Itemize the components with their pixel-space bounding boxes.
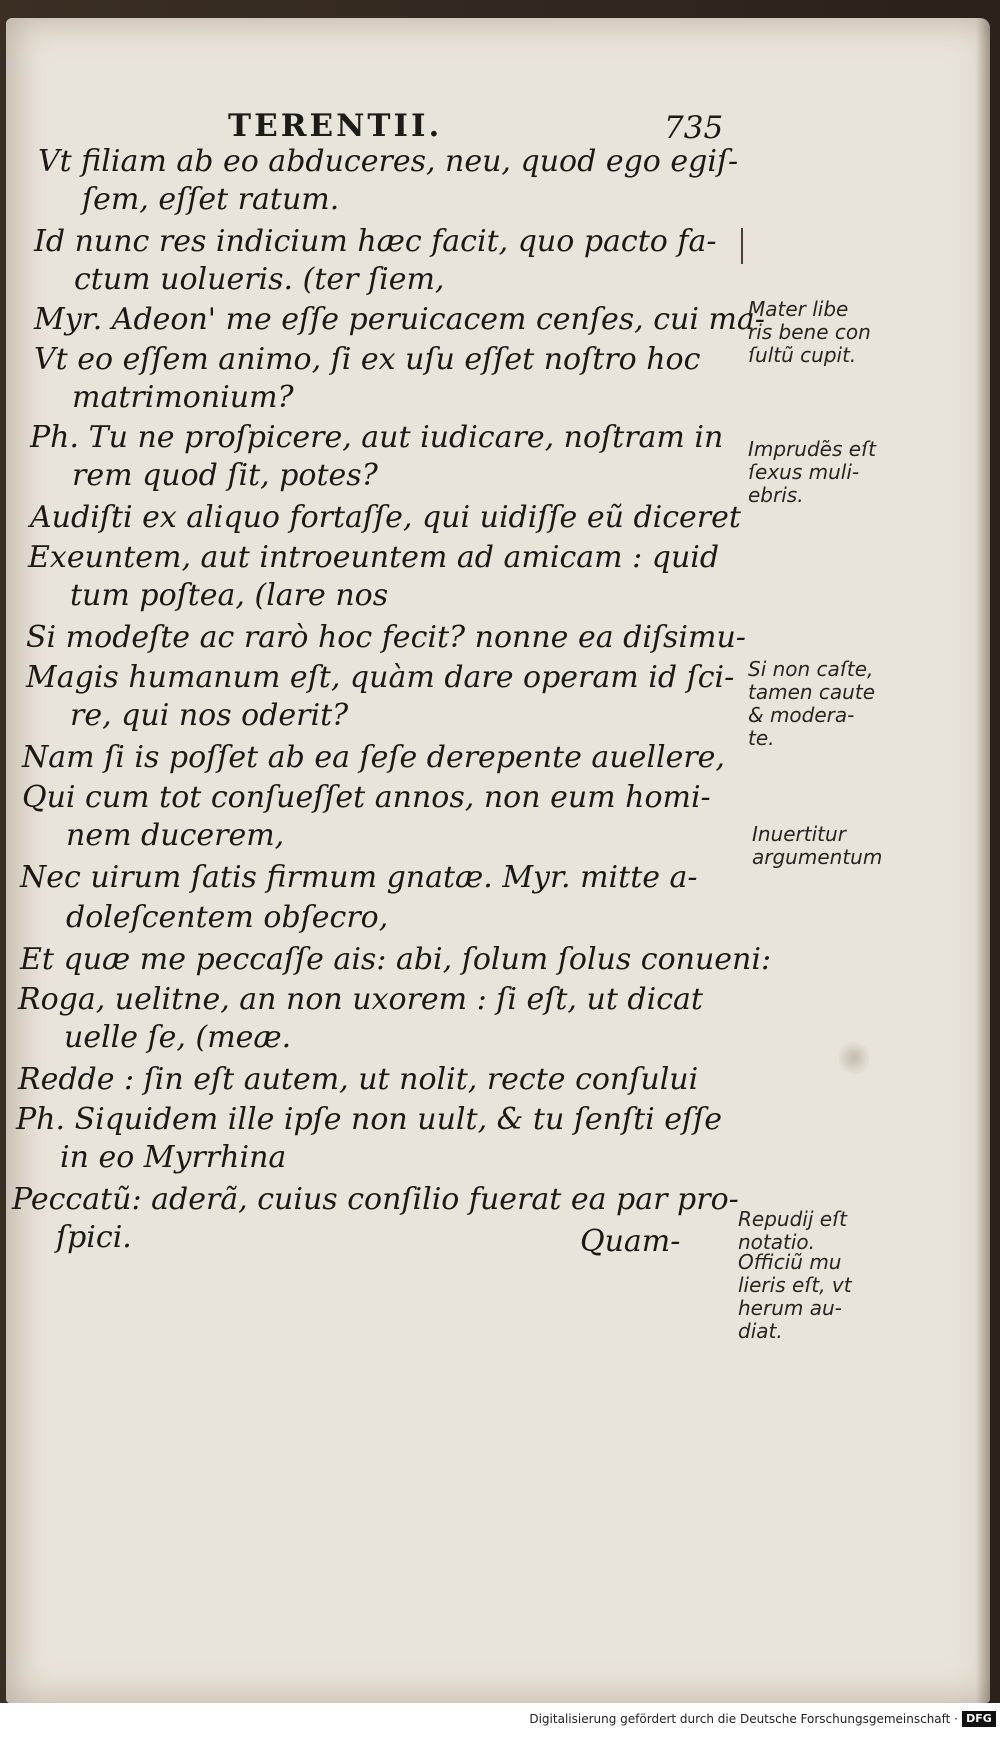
text-line: nem ducerem, — [66, 818, 285, 853]
running-head: TERENTII. — [228, 108, 443, 144]
text-line: re, qui nos oderit? — [70, 698, 349, 733]
text-line: Audiſti ex aliquo fortaſſe, qui uidiſſe eũ diceret — [30, 500, 741, 535]
footer-credit: Digitalisierung gefördert durch die Deutsche Forschungsgemeinschaft · — [529, 1712, 958, 1726]
text-line: Si modeſte ac rarò hoc fecit? nonne ea diſsimu- — [26, 620, 746, 655]
text-line: Peccatũ: aderã, cuius conſilio fuerat ea par pro- — [12, 1182, 739, 1217]
margin-note: Inuertitur argumentum — [752, 822, 883, 869]
text-line: Et quæ me peccaſſe ais: abi, ſolum ſolus conueni: — [20, 942, 772, 977]
text-line: Myr. Adeon' me eſſe peruicacem cenſes, cui ma- — [34, 302, 765, 337]
text-line: matrimonium? — [72, 380, 294, 415]
text-line: Exeuntem, aut introeuntem ad amicam : quid — [28, 540, 720, 575]
text-line: ctum uolueris. (ter ſiem, — [74, 262, 445, 297]
margin-note: Mater libe ris bene con ſultũ cupit. — [748, 297, 871, 367]
text-line: Vt eo eſſem animo, ſi ex uſu eſſet noſtro hoc — [34, 342, 701, 377]
catchword: Quam- — [580, 1224, 681, 1259]
text-line: Id nunc res indicium hæc facit, quo pacto fa- — [34, 224, 717, 259]
margin-mark — [741, 228, 743, 264]
text-line: Redde : ſin eſt autem, ut nolit, recte conſului — [18, 1062, 699, 1097]
text-line: uelle ſe, (meæ. — [64, 1020, 292, 1055]
text-line: Magis humanum eſt, quàm dare operam id ſci- — [26, 660, 735, 695]
text-line: Nec uirum ſatis firmum gnatæ. Myr. mitte a- — [20, 860, 698, 895]
text-line: Qui cum tot conſueſſet annos, non eum homi- — [22, 780, 711, 815]
text-line: Ph. Tu ne proſpicere, aut iudicare, noſtram in — [30, 420, 724, 455]
text-line: Nam ſi is poſſet ab ea ſeſe derepente auellere, — [22, 740, 725, 775]
page-header — [228, 108, 728, 148]
text-line: rem quod ſit, potes? — [72, 458, 378, 493]
text-line: Roga, uelitne, an non uxorem : ſi eſt, ut dicat — [18, 982, 703, 1017]
text-line: doleſcentem obſecro, — [66, 900, 389, 935]
text-line: tum poſtea, (lare nos — [70, 578, 389, 613]
dfg-logo: DFG — [962, 1711, 996, 1727]
margin-note: Officiũ mu lieris eſt, vt herum au- diat. — [738, 1250, 852, 1343]
paper-stain — [839, 1038, 869, 1078]
text-line: ſpici. — [56, 1220, 132, 1255]
margin-note: Imprudẽs eſt ſexus muli- ebris. — [748, 437, 876, 507]
text-line: ſem, eſſet ratum. — [82, 182, 340, 217]
text-line: Ph. Siquidem ille ipſe non uult, & tu ſenſti eſſe — [16, 1102, 722, 1137]
text-line: in eo Myrrhina — [60, 1140, 287, 1175]
text-line: Vt filiam ab eo abduceres, neu, quod ego egiſ- — [38, 144, 739, 179]
margin-note: Si non caſte, tamen caute & modera- te. — [748, 657, 875, 750]
margin-note: Repudij eſt notatio. — [738, 1207, 847, 1254]
digitization-footer — [0, 1703, 1000, 1737]
page-number: 735 — [664, 110, 724, 146]
